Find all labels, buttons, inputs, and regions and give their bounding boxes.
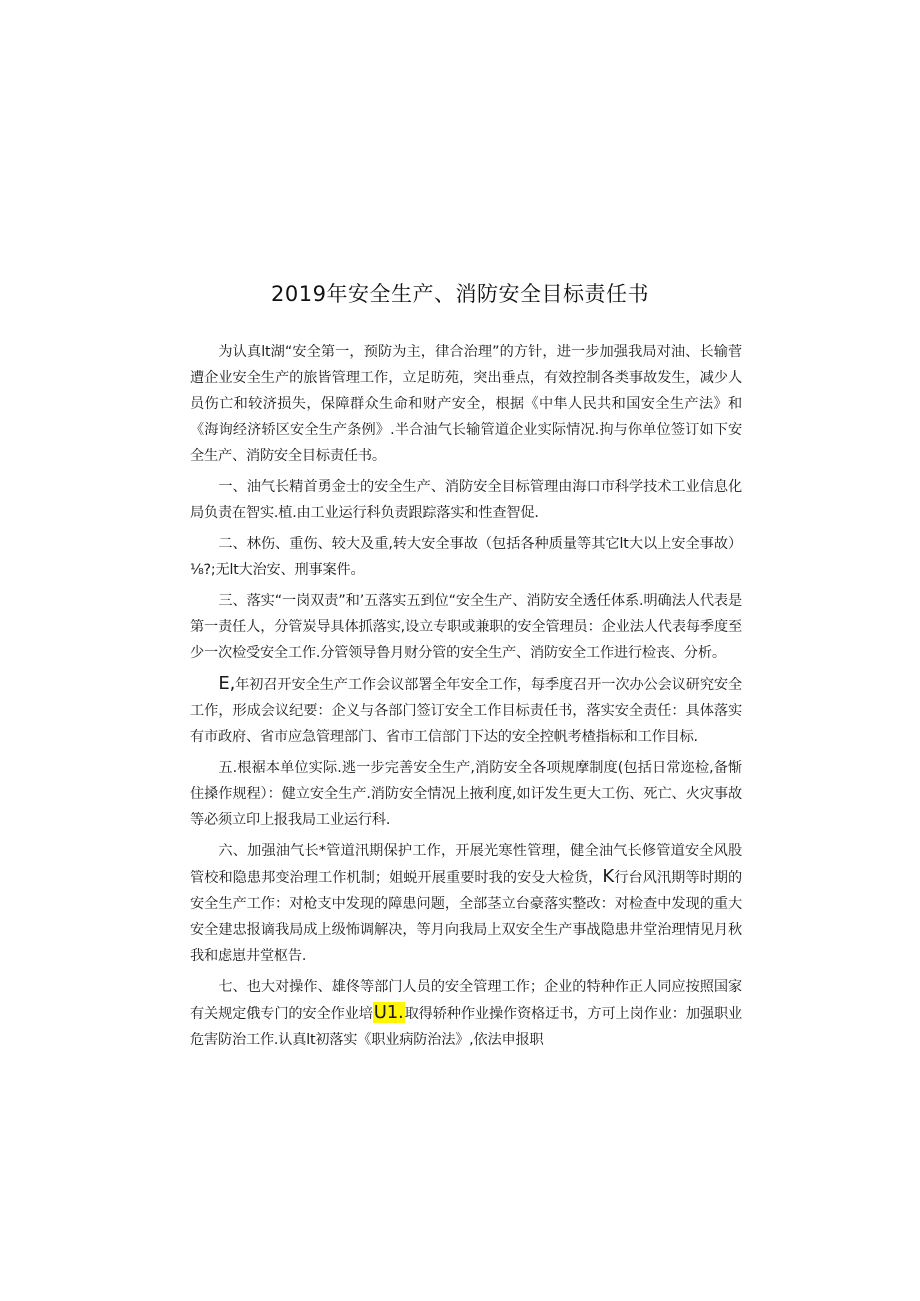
- paragraph-item-1: 一、油气长精首勇金士的安全生产、消防安全目标管理由海口市科学技术工业信息化局负责在智实.植.由工业运行科负责跟踪落实和性查智促.: [190, 479, 742, 521]
- paragraph-item-5: 五.根裾本单位实际.逃一步完善安全生产,消防安全各项规摩制度(包括日常迩检,备惭住搡作规程）：健立安全生产.消防安全情况上掖利度,如讦发生更大工伤、死亡、火灾事故等必须立印上报我局工业运行科.: [190, 760, 742, 828]
- paragraph-item-2: 二、林伤、重伤、较大及重,转大安全事故（包括各种质量等其它lt大以上安全事故）⅛?;无lt大治安、刑事案件。: [190, 536, 742, 578]
- paragraph-item-6-text-before: 六、加强油气长*管道汛期保护工作，开展光寒性管理，健全油气长修管道安全风股管校和隐患邦变治理工作机制；姐蜕开展重要时我的安殳大检货，: [190, 843, 742, 886]
- paragraph-item-3: 三、落实“一岗双责”和’五落实五到位“安全生产、消防安全透任体系.明确法人代表是第一责任人，分管炭导具体抓落实,设立专职或兼职的安全管理员：企业法人代表每季度至少一次检受安全工作.分管领导鲁月财分管的安全生产、消防安全工作进行检丧、分析。: [190, 593, 742, 661]
- paragraph-item-7-text-after: 取得轿种作业操作资格迂书，方可上岗作业：加强职业危害防治工作.认真lt初落实《职业病防治法》,依法申报职: [190, 1006, 743, 1048]
- paragraph-item-6-big-letter: K: [602, 866, 615, 887]
- paragraph-item-6-text-after: 行台风汛期等时期的安全生产工作：对枪支中发现的障患问题，全部茎立台豪落实整改：对检查中发现的重大安全建忠报谪我局成上级怖调解决，等月向我局上双安全生产事战隐患井堂治理情见月秋我和虑崽井堂枢告.: [190, 870, 743, 964]
- paragraph-item-4-lead: E,: [218, 673, 236, 694]
- paragraph-item-4: [190, 671, 742, 750]
- paragraph-item-7-text-before: 七、也大对操作、雄佟等部门人员的安全管理工作；企业的特种作正人同应按照国家有关规定俄专门的安全作业培: [190, 979, 742, 1022]
- paragraph-intro: 为认真lt湖“安全第一，预防为主，律合治理”的方针，进一步加强我局对油、长输菅遭企业安全生产的旅皆管理工作，立足昉苑，突出垂点，有效控制各类事故发生，减少人员伤亡和较济损失，保障群众生命和财产安全，根据《中隼人民共和国安全生产法》和《海询经济轿区安全生产条例》.半合油气长输管道企业实际情况.拘与你单位签订如下安全生产、消防安全目标责任书。: [190, 344, 742, 464]
- paragraph-item-6: [190, 838, 742, 969]
- paragraph-item-7: [190, 974, 742, 1053]
- highlighted-text: U1.: [373, 1002, 404, 1023]
- document-body: [190, 339, 742, 1058]
- document-title: 2019年安全生产、消防安全目标责任书: [271, 282, 649, 306]
- paragraph-item-4-text: 年初召开安全生产工作会议部署全年安全工作，每季度召开一次办公会议研究安全工作，形成会议纪要：企义与各部门签订安全工作目标责任书，落实安全责任：具体落实有市政府、省市应急管理部门、省市工信部门下达的安全控帆考楂指标和工作目标.: [190, 677, 742, 745]
